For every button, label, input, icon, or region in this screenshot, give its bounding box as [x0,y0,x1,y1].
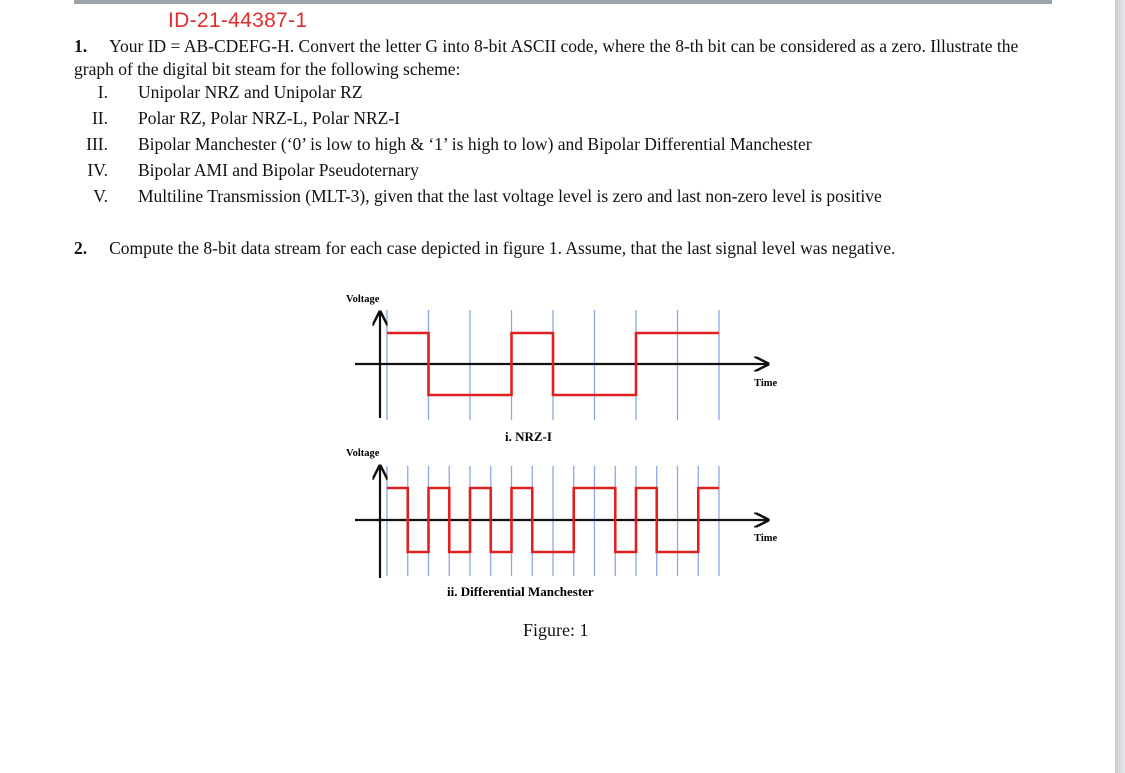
list-item-numeral: V. [93,186,108,206]
plot-differential-manchester-y-label: Voltage [346,448,380,459]
plot-nrz-i-y-label: Voltage [346,294,380,305]
plot-nrz-i [346,294,777,444]
plot-nrz-i-x-label: Time [754,378,778,389]
list-item-numeral: II. [91,108,108,128]
student-id-annotation: ID-21-44387-1 [168,9,308,32]
plot-differential-manchester [346,448,777,599]
list-item-numeral: IV. [87,160,108,180]
question-2-text: Compute the 8-bit data stream for each case depicted in figure 1. Assume, that the last signal level was negative. [109,238,896,258]
list-item-numeral: III. [86,134,108,154]
list-item-text: Unipolar NRZ and Unipolar RZ [138,82,363,102]
question-1-number: 1. [74,36,88,56]
list-item-text: Bipolar Manchester (‘0’ is low to high & ‘1’ is high to low) and Bipolar Differential Manchester [138,134,812,154]
question-2-number: 2. [74,238,88,258]
plot-differential-manchester-title: ii. Differential Manchester [447,584,594,599]
list-item-numeral: I. [97,82,108,102]
list-item-text: Polar RZ, Polar NRZ-L, Polar NRZ-I [138,108,400,128]
list-item-text: Multiline Transmission (MLT-3), given that the last voltage level is zero and last non-zero level is positive [138,186,882,206]
list-item-text: Bipolar AMI and Bipolar Pseudoternary [138,160,419,180]
plot-nrz-i-title: i. NRZ-I [505,429,552,444]
figure-caption: Figure: 1 [523,620,589,640]
question-1-text: Your ID = AB-CDEFG-H. Convert the letter G into 8-bit ASCII code, where the 8-th bit can be considered as a zero. Illustrate the graph of the digital bit steam for the following scheme: [74,36,1019,79]
plot-differential-manchester-x-label: Time [754,533,778,544]
